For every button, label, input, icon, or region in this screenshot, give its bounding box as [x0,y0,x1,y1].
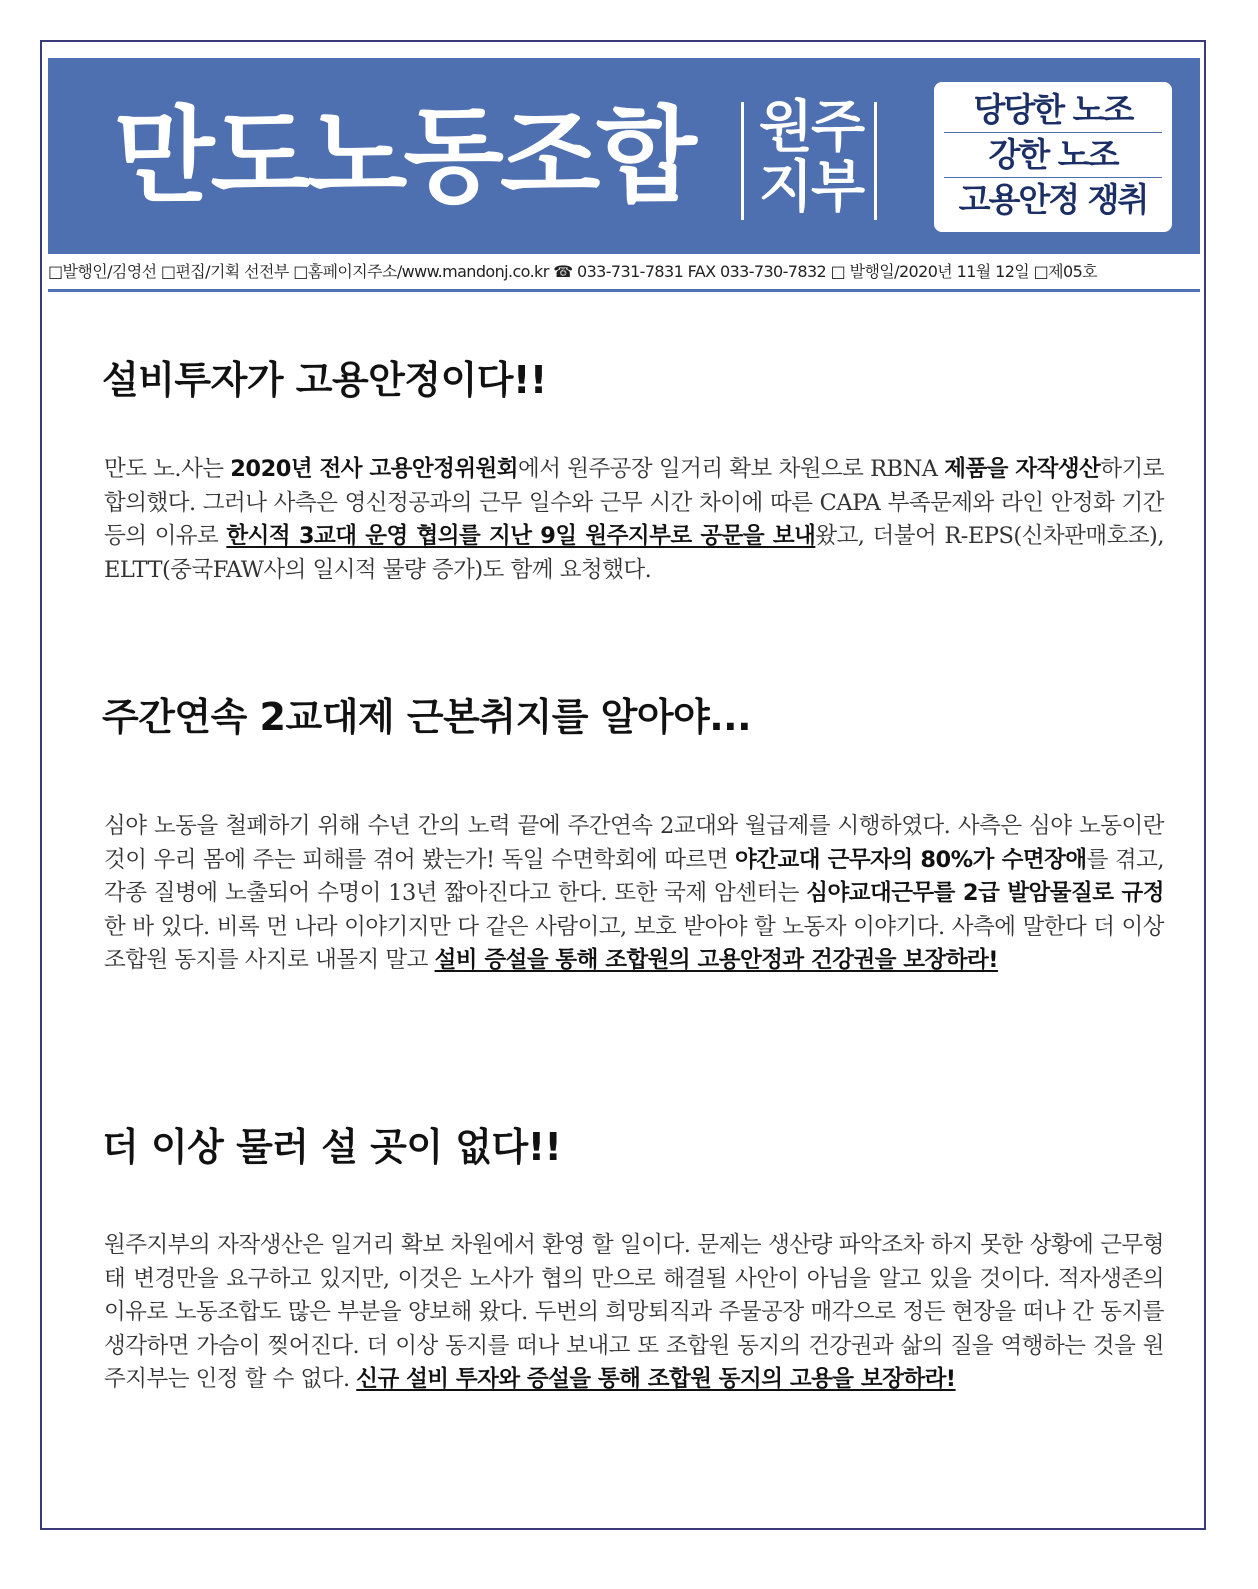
slogan-box [934,82,1172,232]
section-1-heading: 설비투자가 고용안정이다!! [102,358,547,402]
body-text: 왔고, 더불어 R-EPS(신차판매호조), ELTT(중국FAW사의 일시적 물량 증가)도 함께 요청했다. [104,523,1164,583]
demand-text-underline: 설비 증설을 통해 조합원의 고용안정과 건강권을 보장하라! [434,947,998,973]
section-3-heading: 더 이상 물러 설 곳이 없다!! [102,1125,562,1169]
body-text: 원주지부의 자작생산은 일거리 확보 차원에서 환영 할 일이다. 문제는 생산량 파악조차 하지 못한 상황에 근무형태 변경만을 요구하고 있지만, 이것은 노사가 협의 만으로 해결될 사안이 아님을 알고 있을 것이다. 적자생존의 이유로 노동조합도 많은 부분을 양보해 왔다. 두번의 희망퇴직과 주물공장 매각으로 정든 현장을 떠나 간 동지를 생각하면 가슴이 찢어진다. 더 이상 동지를 떠나 보내고 또 조합원 동지의 건강권과 삶의 질을 역행하는 것을 원주지부는 인정 할 수 없다. [104,1232,1164,1392]
branch-name [753,95,869,220]
emphasis-text: 심야교대근무를 2급 발암물질로 규정 [806,880,1164,906]
publication-info: □발행인/김영선 □편집/기획 선전부 □홈페이지주소/www.mandonj.co.kr ☎ 033-731-7831 FAX 033-730-7832 □ 발행일/2020년 11월 12일 □제05호 [48,262,1098,281]
divider-left [741,102,744,220]
slogan-3: 고용안정 쟁취 [958,180,1148,219]
masthead-banner [48,58,1200,254]
union-title: 만도노동조합 [114,95,693,217]
emphasis-text: 2020년 전사 고용안정위원회 [230,456,519,482]
section-2-heading: 주간연속 2교대제 근본취지를 알아야... [102,695,752,739]
section-3-body [104,1229,1164,1397]
emphasis-text: 야간교대 근무자의 80%가 수면장애 [735,846,1087,873]
branch-line-1: 원주 [758,95,864,160]
demand-text [356,1366,955,1392]
slogan-2: 강한 노조 [944,133,1162,178]
emphasis-text: 제품을 자작생산 [944,456,1101,482]
header-rule [48,289,1200,292]
body-text: 만도 노.사는 [104,456,231,482]
branch-line-2: 지부 [758,155,864,220]
demand-text-underline: 한시적 3교대 운영 협의를 지난 9일 원주지부로 공문을 보내 [226,523,816,549]
body-text: 하기로 합의했다. 그러나 사측은 영신정공과의 근무 일수와 근무 시간 차이에 따른 CAPA 부족문제와 라인 안정화 기간 등의 이유로 [104,456,1165,549]
demand-text [435,947,998,973]
slogan-1: 당당한 노조 [944,88,1162,133]
section-2-body [104,810,1164,978]
demand-text [226,523,815,549]
body-text: 심야 노동을 철폐하기 위해 수년 간의 노력 끝에 주간연속 2교대와 월급제를 시행하였다. 사측은 심야 노동이란 것이 우리 몸에 주는 피해를 겪어 봤는가! 독일 수면학회에 따르면 [104,813,1164,873]
body-text: 에서 원주공장 일거리 확보 차원으로 RBNA [518,456,945,482]
divider-right [874,102,877,220]
demand-text-underline: 신규 설비 투자와 증설을 통해 조합원 동지의 고용을 보장하라! [356,1366,956,1392]
section-1-body [104,453,1164,587]
body-text: 한 바 있다. 비록 먼 나라 이야기지만 다 같은 사람이고, 보호 받아야 할 노동자 이야기다. 사측에 말한다 더 이상 조합원 동지를 사지로 내몰지 말고 [104,913,1164,973]
body-text: 를 겪고, 각종 질병에 노출되어 수명이 13년 짧아진다고 한다. 또한 국제 암센터는 [104,846,1164,906]
